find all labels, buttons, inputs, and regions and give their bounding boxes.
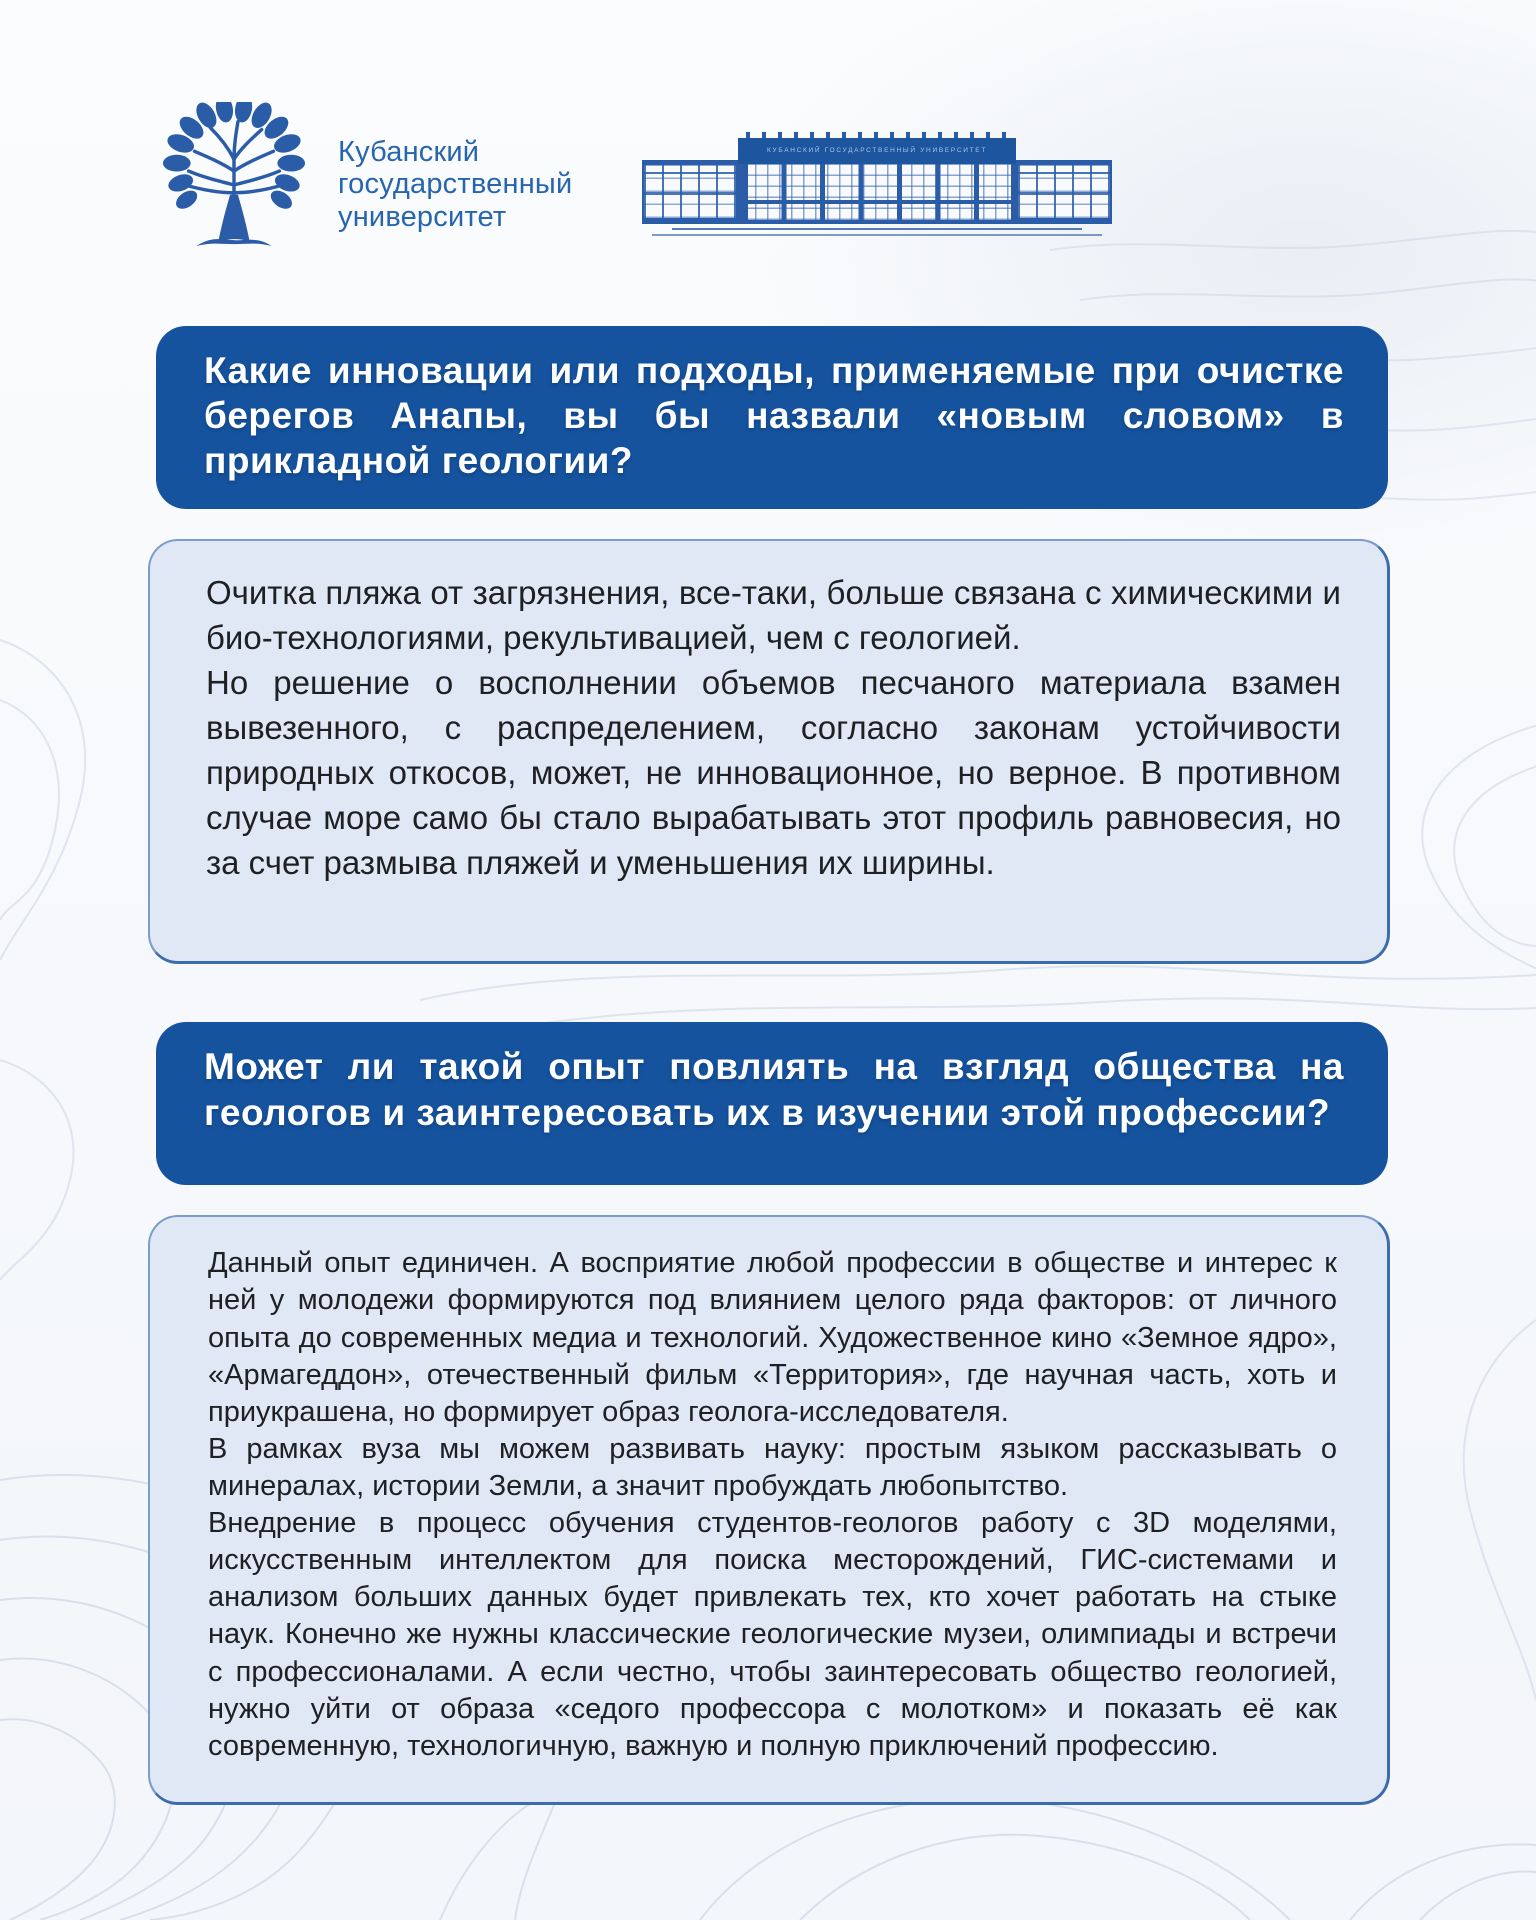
question-2-text: Может ли такой опыт повлиять на взгляд общества на геологов и заинтересовать их в изучении этой профессии?	[204, 1046, 1344, 1133]
university-name-line: университет	[338, 200, 507, 233]
university-name-line: Кубанский	[338, 136, 480, 168]
question-1-text: Какие инновации или подходы, применяемые при очистке берегов Анапы, вы бы назвали «новым словом» в прикладной геологии?	[204, 350, 1344, 482]
building-left-wing	[642, 160, 738, 220]
question-card-2	[156, 1022, 1388, 1185]
header	[148, 100, 1390, 252]
poster-content	[148, 0, 1390, 1805]
building-windows-grid	[738, 164, 1016, 220]
university-building-illustration	[642, 126, 1112, 244]
building-caption-band: КУБАНСКИЙ ГОСУДАРСТВЕННЫЙ УНИВЕРСИТЕТ	[738, 138, 1016, 164]
answer-card-2	[148, 1215, 1390, 1805]
answer-1-paragraph: Но решение о восполнении объемов песчаного материала взамен вывезенного, с распределением, согласно законам устойчивости природных откосов, может, не инновационное, но верное. В противном случае море само бы стало вырабатывать этот профиль равновесия, но за счет размыва пляжей и уменьшения их ширины.	[206, 664, 1341, 881]
answer-2-paragraph: Данный опыт единичен. А восприятие любой профессии в обществе и интерес к ней у молодежи формируются под влиянием целого ряда факторов: от личного опыта до современных медиа и технологий. Художественное кино «Земное ядро», «Армагеддон», отечественный фильм «Территория», где научная часть, хоть и приукрашена, но формирует образ геолога-исследователя.	[208, 1247, 1337, 1428]
university-tree-logo-icon	[154, 102, 314, 250]
university-name-line: государственный	[338, 168, 573, 201]
answer-2-paragraph: В рамках вуза мы можем развивать науку: простым языком рассказывать о минералах, истории Земли, а значит пробуждать любопытство.	[208, 1432, 1337, 1503]
building-right-wing	[1016, 160, 1112, 220]
answer-2-paragraph: Внедрение в процесс обучения студентов-геологов работу с 3D моделями, искусственным интеллектом для поиска месторождений, ГИС-системами и анализом больших данных будет привлекать тех, кто хочет работать на стыке наук. Конечно же нужны классические геологические музеи, олимпиады и встречи с профессионалами. А если честно, чтобы заинтересовать общество геологией, нужно уйти от образа «седого профессора с молотком» и показать её как современную, технологичную, важную и полную приключений профессию.	[208, 1507, 1337, 1762]
building-center-block	[738, 132, 1016, 220]
building-step-line	[672, 228, 1082, 230]
university-name	[338, 136, 572, 233]
building-step-line	[652, 234, 1102, 236]
answer-1-paragraph: Очитка пляжа от загрязнения, все-таки, больше связана с химическими и био-технологиями, рекультивацией, чем с геологией.	[206, 574, 1341, 657]
answer-card-1	[148, 539, 1390, 964]
question-card-1	[156, 326, 1388, 509]
building-base-line	[642, 220, 1112, 224]
